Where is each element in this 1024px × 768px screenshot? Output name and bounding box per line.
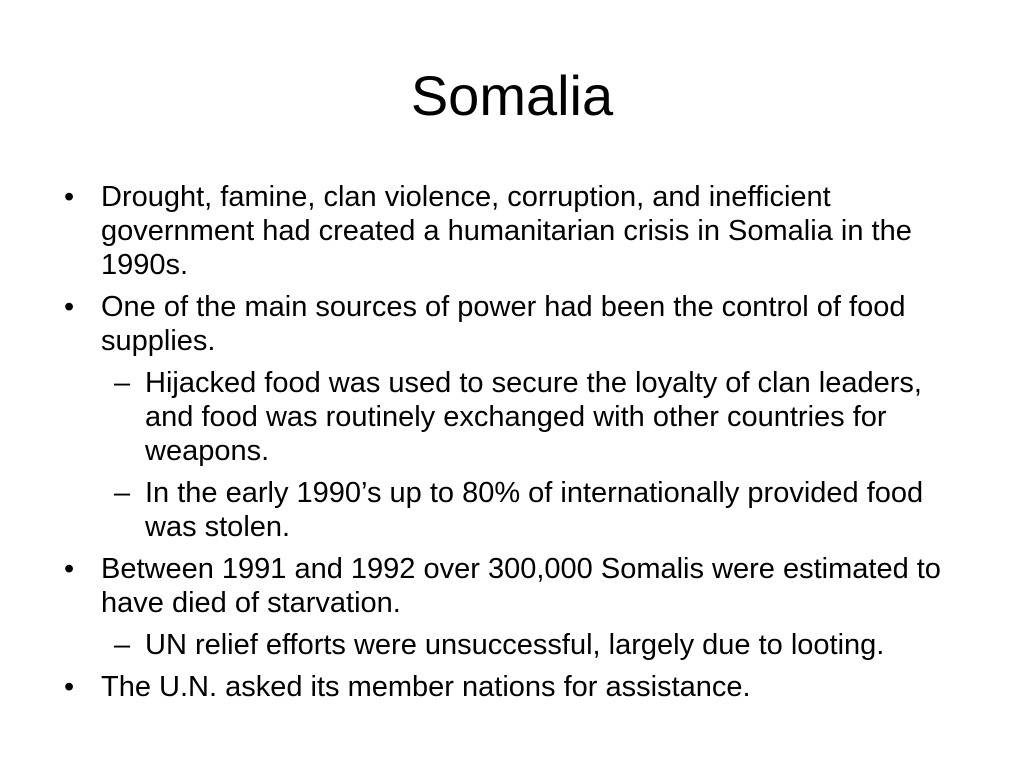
bullet-marker: • <box>64 291 75 323</box>
sub-bullet-text: UN relief efforts were unsuccessful, largely due to looting. <box>145 629 885 661</box>
sub-bullet-item <box>56 628 976 662</box>
bullet-text: Drought, famine, clan violence, corruption, and inefficient government had created a humanitarian crisis in Somalia in the 1990s. <box>101 181 912 281</box>
slide-title: Somalia <box>410 64 614 127</box>
sub-bullet-text: In the early 1990’s up to 80% of internationally provided food was stolen. <box>145 477 924 543</box>
bullet-item <box>56 290 976 358</box>
bullet-marker: • <box>64 671 75 703</box>
sub-bullet-marker: – <box>114 367 131 399</box>
bullet-marker: • <box>64 553 75 585</box>
bullet-marker: • <box>64 181 75 213</box>
sub-bullet-item <box>56 366 976 468</box>
sub-bullet-marker: – <box>114 629 131 661</box>
bullet-item <box>56 670 976 704</box>
sub-bullet-item <box>56 476 976 544</box>
bullet-text: One of the main sources of power had been the control of food supplies. <box>101 291 906 357</box>
sub-bullet-marker: – <box>114 477 131 509</box>
bullet-item <box>56 552 976 620</box>
bullet-text: Between 1991 and 1992 over 300,000 Somalis were estimated to have died of starvation. <box>101 553 941 619</box>
bullet-item <box>56 180 976 282</box>
sub-bullet-text: Hijacked food was used to secure the loyalty of clan leaders, and food was routinely exchanged with other countries for weapons. <box>145 367 922 467</box>
bullet-text: The U.N. asked its member nations for assistance. <box>101 671 751 703</box>
bullet-list <box>56 180 976 712</box>
